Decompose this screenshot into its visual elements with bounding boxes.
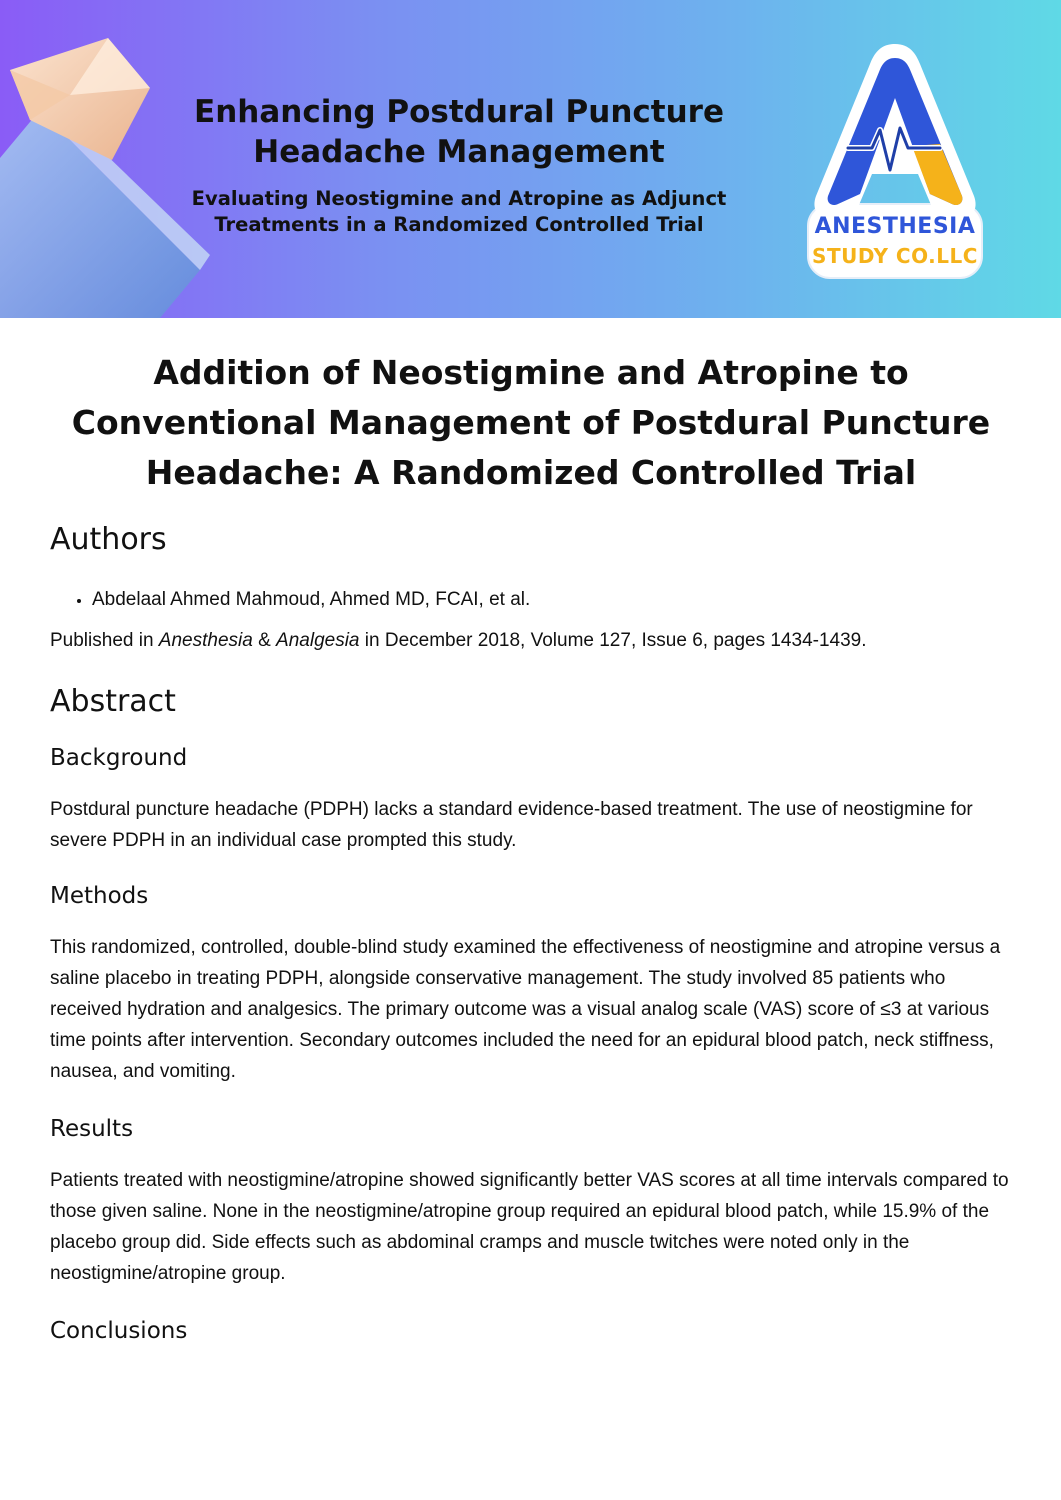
authors-list	[50, 584, 1012, 615]
section-heading-conclusions: Conclusions	[50, 1318, 188, 1344]
authors-heading: Authors	[50, 522, 167, 557]
section-text-results: Patients treated with neostigmine/atropine showed significantly better VAS scores at all time intervals compared to those given saline. None in the neostigmine/atropine group required an epidural blood patch, while 15.9% of the placebo group did. Side effects such as abdominal cramps and muscle twitches were noted only in the neostigmine/atropine group.	[50, 1170, 1009, 1284]
abstract-conclusions	[50, 1315, 1012, 1347]
banner-subtitle: Evaluating Neostigmine and Atropine as Adjunct Treatments in a Randomized Controlled Trial	[191, 187, 727, 236]
logo-text-line2: STUDY CO.LLC	[812, 244, 978, 268]
abstract-background	[50, 742, 1012, 856]
abstract-methods	[50, 880, 1012, 1087]
section-heading-background: Background	[50, 745, 188, 771]
publication-details: in December 2018, Volume 127, Issue 6, pages 1434-1439.	[359, 630, 867, 651]
section-heading-results: Results	[50, 1116, 134, 1142]
banner-heading-block	[160, 92, 758, 238]
publication-info	[50, 625, 1012, 656]
abstract-results	[50, 1113, 1012, 1289]
section-text-methods: This randomized, controlled, double-blind study examined the effectiveness of neostigmine and atropine versus a saline placebo in treating PDPH, alongside conservative management. The study involved 85 patients who received hydration and analgesics. The primary outcome was a visual analog scale (VAS) score of ≤3 at various time points after intervention. Secondary outcomes included the need for an epidural blood patch, neck stiffness, nausea, and vomiting.	[50, 937, 1001, 1082]
publication-prefix: Published in	[50, 630, 159, 651]
document-title: Addition of Neostigmine and Atropine to Conventional Management of Postdural Puncture Headache: A Randomized Controlled Trial	[71, 353, 991, 492]
logo-text-line1: ANESTHESIA	[814, 214, 976, 239]
abstract-heading: Abstract	[50, 684, 176, 719]
banner-title: Enhancing Postdural Puncture Headache Management	[194, 94, 724, 170]
section-text-background: Postdural puncture headache (PDPH) lacks a standard evidence-based treatment. The use of neostigmine for severe PDPH in an individual case prompted this study.	[50, 799, 973, 851]
journal-name-part2: Analgesia	[276, 630, 360, 651]
journal-name-part1: Anesthesia	[158, 630, 253, 651]
document-body	[50, 348, 1012, 1347]
author-item: • Abdelaal Ahmed Mahmoud, Ahmed MD, FCAI, et al.	[92, 584, 1012, 615]
journal-ampersand: &	[252, 630, 277, 651]
section-heading-methods: Methods	[50, 883, 149, 909]
header-banner	[0, 0, 1061, 318]
